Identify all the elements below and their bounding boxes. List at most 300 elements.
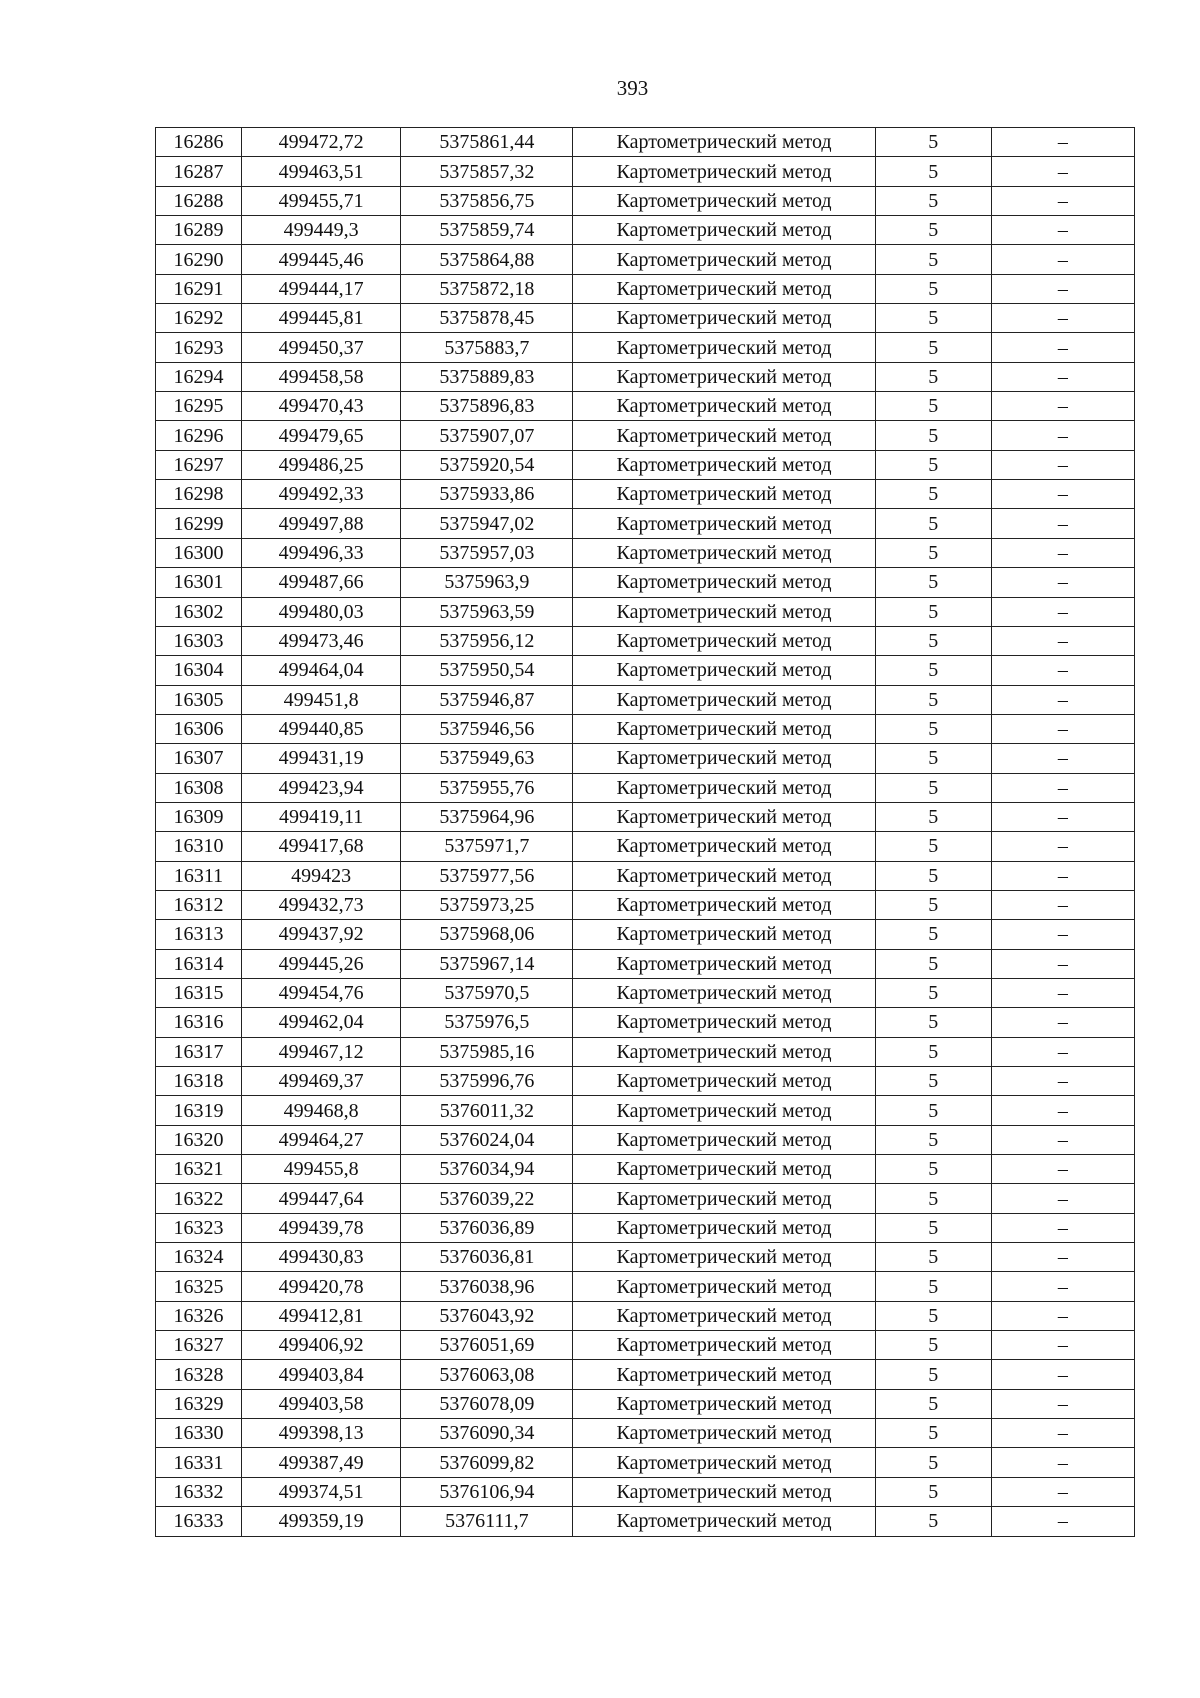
- point-number-cell: 16295: [156, 392, 242, 421]
- accuracy-cell: 5: [875, 1243, 991, 1272]
- point-number-cell: 16288: [156, 186, 242, 215]
- x-coordinate-cell: 499487,66: [242, 568, 401, 597]
- y-coordinate-cell: 5376039,22: [401, 1184, 573, 1213]
- accuracy-cell: 5: [875, 274, 991, 303]
- method-cell: Картометрический метод: [573, 1125, 875, 1154]
- point-number-cell: 16325: [156, 1272, 242, 1301]
- method-cell: Картометрический метод: [573, 509, 875, 538]
- method-cell: Картометрический метод: [573, 1331, 875, 1360]
- point-number-cell: 16305: [156, 685, 242, 714]
- point-number-cell: 16332: [156, 1477, 242, 1506]
- description-cell: –: [991, 1243, 1134, 1272]
- y-coordinate-cell: 5375955,76: [401, 773, 573, 802]
- table-row: [156, 1507, 1135, 1536]
- accuracy-cell: 5: [875, 392, 991, 421]
- table-row: [156, 509, 1135, 538]
- x-coordinate-cell: 499480,03: [242, 597, 401, 626]
- accuracy-cell: 5: [875, 245, 991, 274]
- table-row: [156, 216, 1135, 245]
- description-cell: –: [991, 1096, 1134, 1125]
- y-coordinate-cell: 5376099,82: [401, 1448, 573, 1477]
- method-cell: Картометрический метод: [573, 597, 875, 626]
- x-coordinate-cell: 499454,76: [242, 978, 401, 1007]
- accuracy-cell: 5: [875, 1301, 991, 1330]
- point-number-cell: 16301: [156, 568, 242, 597]
- method-cell: Картометрический метод: [573, 1067, 875, 1096]
- method-cell: Картометрический метод: [573, 216, 875, 245]
- point-number-cell: 16321: [156, 1155, 242, 1184]
- method-cell: Картометрический метод: [573, 744, 875, 773]
- table-row: [156, 450, 1135, 479]
- x-coordinate-cell: 499432,73: [242, 890, 401, 919]
- accuracy-cell: 5: [875, 568, 991, 597]
- accuracy-cell: 5: [875, 1507, 991, 1536]
- x-coordinate-cell: 499492,33: [242, 480, 401, 509]
- point-number-cell: 16316: [156, 1008, 242, 1037]
- point-number-cell: 16290: [156, 245, 242, 274]
- point-number-cell: 16310: [156, 832, 242, 861]
- point-number-cell: 16298: [156, 480, 242, 509]
- y-coordinate-cell: 5375896,83: [401, 392, 573, 421]
- method-cell: Картометрический метод: [573, 714, 875, 743]
- accuracy-cell: 5: [875, 128, 991, 157]
- accuracy-cell: 5: [875, 714, 991, 743]
- table-row: [156, 978, 1135, 1007]
- x-coordinate-cell: 499437,92: [242, 920, 401, 949]
- y-coordinate-cell: 5375878,45: [401, 304, 573, 333]
- x-coordinate-cell: 499445,46: [242, 245, 401, 274]
- x-coordinate-cell: 499423: [242, 861, 401, 890]
- accuracy-cell: 5: [875, 949, 991, 978]
- description-cell: –: [991, 538, 1134, 567]
- table-row: [156, 128, 1135, 157]
- point-number-cell: 16309: [156, 802, 242, 831]
- method-cell: Картометрический метод: [573, 1096, 875, 1125]
- method-cell: Картометрический метод: [573, 1213, 875, 1242]
- table-row: [156, 626, 1135, 655]
- accuracy-cell: 5: [875, 333, 991, 362]
- x-coordinate-cell: 499406,92: [242, 1331, 401, 1360]
- point-number-cell: 16319: [156, 1096, 242, 1125]
- description-cell: –: [991, 773, 1134, 802]
- y-coordinate-cell: 5375856,75: [401, 186, 573, 215]
- description-cell: –: [991, 656, 1134, 685]
- table-row: [156, 920, 1135, 949]
- x-coordinate-cell: 499458,58: [242, 362, 401, 391]
- y-coordinate-cell: 5375946,87: [401, 685, 573, 714]
- accuracy-cell: 5: [875, 304, 991, 333]
- accuracy-cell: 5: [875, 890, 991, 919]
- y-coordinate-cell: 5375970,5: [401, 978, 573, 1007]
- y-coordinate-cell: 5376011,32: [401, 1096, 573, 1125]
- method-cell: Картометрический метод: [573, 186, 875, 215]
- y-coordinate-cell: 5376051,69: [401, 1331, 573, 1360]
- accuracy-cell: 5: [875, 186, 991, 215]
- y-coordinate-cell: 5375950,54: [401, 656, 573, 685]
- y-coordinate-cell: 5375963,59: [401, 597, 573, 626]
- y-coordinate-cell: 5375963,9: [401, 568, 573, 597]
- accuracy-cell: 5: [875, 509, 991, 538]
- x-coordinate-cell: 499423,94: [242, 773, 401, 802]
- accuracy-cell: 5: [875, 802, 991, 831]
- method-cell: Картометрический метод: [573, 128, 875, 157]
- y-coordinate-cell: 5376036,89: [401, 1213, 573, 1242]
- method-cell: Картометрический метод: [573, 949, 875, 978]
- method-cell: Картометрический метод: [573, 304, 875, 333]
- table-row: [156, 1008, 1135, 1037]
- description-cell: –: [991, 1419, 1134, 1448]
- table-row: [156, 802, 1135, 831]
- description-cell: –: [991, 333, 1134, 362]
- x-coordinate-cell: 499462,04: [242, 1008, 401, 1037]
- coordinates-table: [155, 127, 1135, 1537]
- method-cell: Картометрический метод: [573, 1243, 875, 1272]
- table-row: [156, 744, 1135, 773]
- x-coordinate-cell: 499412,81: [242, 1301, 401, 1330]
- x-coordinate-cell: 499455,8: [242, 1155, 401, 1184]
- accuracy-cell: 5: [875, 1037, 991, 1066]
- table-row: [156, 1096, 1135, 1125]
- x-coordinate-cell: 499464,27: [242, 1125, 401, 1154]
- point-number-cell: 16322: [156, 1184, 242, 1213]
- method-cell: Картометрический метод: [573, 802, 875, 831]
- point-number-cell: 16299: [156, 509, 242, 538]
- method-cell: Картометрический метод: [573, 1008, 875, 1037]
- description-cell: –: [991, 744, 1134, 773]
- method-cell: Картометрический метод: [573, 333, 875, 362]
- description-cell: –: [991, 1155, 1134, 1184]
- accuracy-cell: 5: [875, 861, 991, 890]
- table-row: [156, 1477, 1135, 1506]
- x-coordinate-cell: 499403,58: [242, 1389, 401, 1418]
- y-coordinate-cell: 5375889,83: [401, 362, 573, 391]
- method-cell: Картометрический метод: [573, 626, 875, 655]
- table-row: [156, 333, 1135, 362]
- point-number-cell: 16307: [156, 744, 242, 773]
- x-coordinate-cell: 499419,11: [242, 802, 401, 831]
- table-row: [156, 1272, 1135, 1301]
- table-row: [156, 1213, 1135, 1242]
- accuracy-cell: 5: [875, 978, 991, 1007]
- point-number-cell: 16306: [156, 714, 242, 743]
- description-cell: –: [991, 1125, 1134, 1154]
- point-number-cell: 16286: [156, 128, 242, 157]
- point-number-cell: 16292: [156, 304, 242, 333]
- method-cell: Картометрический метод: [573, 480, 875, 509]
- y-coordinate-cell: 5376063,08: [401, 1360, 573, 1389]
- method-cell: Картометрический метод: [573, 274, 875, 303]
- description-cell: –: [991, 157, 1134, 186]
- table-row: [156, 949, 1135, 978]
- description-cell: –: [991, 304, 1134, 333]
- description-cell: –: [991, 1477, 1134, 1506]
- accuracy-cell: 5: [875, 421, 991, 450]
- x-coordinate-cell: 499398,13: [242, 1419, 401, 1448]
- x-coordinate-cell: 499455,71: [242, 186, 401, 215]
- method-cell: Картометрический метод: [573, 1448, 875, 1477]
- x-coordinate-cell: 499496,33: [242, 538, 401, 567]
- y-coordinate-cell: 5376090,34: [401, 1419, 573, 1448]
- description-cell: –: [991, 978, 1134, 1007]
- y-coordinate-cell: 5375956,12: [401, 626, 573, 655]
- method-cell: Картометрический метод: [573, 920, 875, 949]
- method-cell: Картометрический метод: [573, 1389, 875, 1418]
- table-row: [156, 186, 1135, 215]
- coordinates-table-body: [156, 128, 1135, 1537]
- table-row: [156, 157, 1135, 186]
- description-cell: –: [991, 597, 1134, 626]
- table-row: [156, 1448, 1135, 1477]
- accuracy-cell: 5: [875, 1008, 991, 1037]
- table-row: [156, 832, 1135, 861]
- x-coordinate-cell: 499470,43: [242, 392, 401, 421]
- point-number-cell: 16308: [156, 773, 242, 802]
- y-coordinate-cell: 5375859,74: [401, 216, 573, 245]
- method-cell: Картометрический метод: [573, 1272, 875, 1301]
- description-cell: –: [991, 362, 1134, 391]
- description-cell: –: [991, 1331, 1134, 1360]
- method-cell: Картометрический метод: [573, 157, 875, 186]
- description-cell: –: [991, 1448, 1134, 1477]
- accuracy-cell: 5: [875, 1331, 991, 1360]
- accuracy-cell: 5: [875, 450, 991, 479]
- description-cell: –: [991, 1213, 1134, 1242]
- accuracy-cell: 5: [875, 157, 991, 186]
- description-cell: –: [991, 568, 1134, 597]
- y-coordinate-cell: 5375861,44: [401, 128, 573, 157]
- point-number-cell: 16313: [156, 920, 242, 949]
- method-cell: Картометрический метод: [573, 832, 875, 861]
- table-row: [156, 568, 1135, 597]
- y-coordinate-cell: 5375985,16: [401, 1037, 573, 1066]
- y-coordinate-cell: 5375947,02: [401, 509, 573, 538]
- point-number-cell: 16320: [156, 1125, 242, 1154]
- description-cell: –: [991, 480, 1134, 509]
- description-cell: –: [991, 861, 1134, 890]
- x-coordinate-cell: 499444,17: [242, 274, 401, 303]
- point-number-cell: 16317: [156, 1037, 242, 1066]
- y-coordinate-cell: 5375857,32: [401, 157, 573, 186]
- point-number-cell: 16289: [156, 216, 242, 245]
- description-cell: –: [991, 392, 1134, 421]
- method-cell: Картометрический метод: [573, 392, 875, 421]
- x-coordinate-cell: 499450,37: [242, 333, 401, 362]
- point-number-cell: 16314: [156, 949, 242, 978]
- accuracy-cell: 5: [875, 1419, 991, 1448]
- table-row: [156, 714, 1135, 743]
- point-number-cell: 16312: [156, 890, 242, 919]
- x-coordinate-cell: 499445,26: [242, 949, 401, 978]
- point-number-cell: 16329: [156, 1389, 242, 1418]
- point-number-cell: 16328: [156, 1360, 242, 1389]
- point-number-cell: 16323: [156, 1213, 242, 1242]
- x-coordinate-cell: 499420,78: [242, 1272, 401, 1301]
- accuracy-cell: 5: [875, 480, 991, 509]
- point-number-cell: 16302: [156, 597, 242, 626]
- method-cell: Картометрический метод: [573, 890, 875, 919]
- description-cell: –: [991, 1184, 1134, 1213]
- y-coordinate-cell: 5376043,92: [401, 1301, 573, 1330]
- point-number-cell: 16315: [156, 978, 242, 1007]
- description-cell: –: [991, 832, 1134, 861]
- x-coordinate-cell: 499417,68: [242, 832, 401, 861]
- method-cell: Картометрический метод: [573, 656, 875, 685]
- accuracy-cell: 5: [875, 1213, 991, 1242]
- accuracy-cell: 5: [875, 1477, 991, 1506]
- y-coordinate-cell: 5375971,7: [401, 832, 573, 861]
- y-coordinate-cell: 5375973,25: [401, 890, 573, 919]
- point-number-cell: 16297: [156, 450, 242, 479]
- method-cell: Картометрический метод: [573, 1477, 875, 1506]
- method-cell: Картометрический метод: [573, 362, 875, 391]
- description-cell: –: [991, 1507, 1134, 1536]
- table-row: [156, 538, 1135, 567]
- accuracy-cell: 5: [875, 362, 991, 391]
- y-coordinate-cell: 5375977,56: [401, 861, 573, 890]
- y-coordinate-cell: 5376036,81: [401, 1243, 573, 1272]
- y-coordinate-cell: 5376106,94: [401, 1477, 573, 1506]
- table-row: [156, 1155, 1135, 1184]
- table-row: [156, 1125, 1135, 1154]
- accuracy-cell: 5: [875, 538, 991, 567]
- x-coordinate-cell: 499449,3: [242, 216, 401, 245]
- x-coordinate-cell: 499403,84: [242, 1360, 401, 1389]
- method-cell: Картометрический метод: [573, 568, 875, 597]
- x-coordinate-cell: 499445,81: [242, 304, 401, 333]
- x-coordinate-cell: 499387,49: [242, 1448, 401, 1477]
- x-coordinate-cell: 499430,83: [242, 1243, 401, 1272]
- y-coordinate-cell: 5375949,63: [401, 744, 573, 773]
- point-number-cell: 16318: [156, 1067, 242, 1096]
- table-row: [156, 245, 1135, 274]
- description-cell: –: [991, 245, 1134, 274]
- accuracy-cell: 5: [875, 1096, 991, 1125]
- table-row: [156, 421, 1135, 450]
- y-coordinate-cell: 5375967,14: [401, 949, 573, 978]
- y-coordinate-cell: 5376034,94: [401, 1155, 573, 1184]
- accuracy-cell: 5: [875, 832, 991, 861]
- description-cell: –: [991, 450, 1134, 479]
- accuracy-cell: 5: [875, 1272, 991, 1301]
- point-number-cell: 16331: [156, 1448, 242, 1477]
- method-cell: Картометрический метод: [573, 1184, 875, 1213]
- method-cell: Картометрический метод: [573, 1419, 875, 1448]
- description-cell: –: [991, 216, 1134, 245]
- x-coordinate-cell: 499463,51: [242, 157, 401, 186]
- method-cell: Картометрический метод: [573, 1360, 875, 1389]
- description-cell: –: [991, 1301, 1134, 1330]
- table-row: [156, 861, 1135, 890]
- point-number-cell: 16303: [156, 626, 242, 655]
- description-cell: –: [991, 802, 1134, 831]
- description-cell: –: [991, 890, 1134, 919]
- method-cell: Картометрический метод: [573, 245, 875, 274]
- y-coordinate-cell: 5375864,88: [401, 245, 573, 274]
- point-number-cell: 16327: [156, 1331, 242, 1360]
- method-cell: Картометрический метод: [573, 685, 875, 714]
- description-cell: –: [991, 685, 1134, 714]
- table-row: [156, 1067, 1135, 1096]
- description-cell: –: [991, 274, 1134, 303]
- accuracy-cell: 5: [875, 216, 991, 245]
- x-coordinate-cell: 499469,37: [242, 1067, 401, 1096]
- table-row: [156, 1184, 1135, 1213]
- x-coordinate-cell: 499468,8: [242, 1096, 401, 1125]
- method-cell: Картометрический метод: [573, 1037, 875, 1066]
- accuracy-cell: 5: [875, 1125, 991, 1154]
- y-coordinate-cell: 5375964,96: [401, 802, 573, 831]
- table-row: [156, 1243, 1135, 1272]
- method-cell: Картометрический метод: [573, 421, 875, 450]
- description-cell: –: [991, 714, 1134, 743]
- y-coordinate-cell: 5376024,04: [401, 1125, 573, 1154]
- y-coordinate-cell: 5375933,86: [401, 480, 573, 509]
- accuracy-cell: 5: [875, 1067, 991, 1096]
- page-number: 393: [616, 76, 649, 100]
- description-cell: –: [991, 1037, 1134, 1066]
- description-cell: –: [991, 1067, 1134, 1096]
- accuracy-cell: 5: [875, 1389, 991, 1418]
- method-cell: Картометрический метод: [573, 1507, 875, 1536]
- point-number-cell: 16291: [156, 274, 242, 303]
- accuracy-cell: 5: [875, 626, 991, 655]
- description-cell: –: [991, 1008, 1134, 1037]
- point-number-cell: 16333: [156, 1507, 242, 1536]
- point-number-cell: 16324: [156, 1243, 242, 1272]
- description-cell: –: [991, 509, 1134, 538]
- method-cell: Картометрический метод: [573, 861, 875, 890]
- table-row: [156, 1360, 1135, 1389]
- table-row: [156, 362, 1135, 391]
- y-coordinate-cell: 5375907,07: [401, 421, 573, 450]
- table-row: [156, 1419, 1135, 1448]
- description-cell: –: [991, 920, 1134, 949]
- table-row: [156, 274, 1135, 303]
- point-number-cell: 16326: [156, 1301, 242, 1330]
- accuracy-cell: 5: [875, 773, 991, 802]
- accuracy-cell: 5: [875, 1184, 991, 1213]
- point-number-cell: 16294: [156, 362, 242, 391]
- description-cell: –: [991, 1389, 1134, 1418]
- accuracy-cell: 5: [875, 744, 991, 773]
- table-row: [156, 773, 1135, 802]
- description-cell: –: [991, 421, 1134, 450]
- y-coordinate-cell: 5375872,18: [401, 274, 573, 303]
- point-number-cell: 16296: [156, 421, 242, 450]
- y-coordinate-cell: 5375946,56: [401, 714, 573, 743]
- method-cell: Картометрический метод: [573, 978, 875, 1007]
- y-coordinate-cell: 5375957,03: [401, 538, 573, 567]
- point-number-cell: 16311: [156, 861, 242, 890]
- accuracy-cell: 5: [875, 1155, 991, 1184]
- y-coordinate-cell: 5375968,06: [401, 920, 573, 949]
- x-coordinate-cell: 499431,19: [242, 744, 401, 773]
- table-row: [156, 1037, 1135, 1066]
- method-cell: Картометрический метод: [573, 538, 875, 567]
- point-number-cell: 16293: [156, 333, 242, 362]
- description-cell: –: [991, 626, 1134, 655]
- accuracy-cell: 5: [875, 656, 991, 685]
- table-row: [156, 304, 1135, 333]
- table-row: [156, 890, 1135, 919]
- table-row: [156, 597, 1135, 626]
- method-cell: Картометрический метод: [573, 450, 875, 479]
- y-coordinate-cell: 5376038,96: [401, 1272, 573, 1301]
- x-coordinate-cell: 499479,65: [242, 421, 401, 450]
- table-row: [156, 656, 1135, 685]
- y-coordinate-cell: 5375996,76: [401, 1067, 573, 1096]
- accuracy-cell: 5: [875, 597, 991, 626]
